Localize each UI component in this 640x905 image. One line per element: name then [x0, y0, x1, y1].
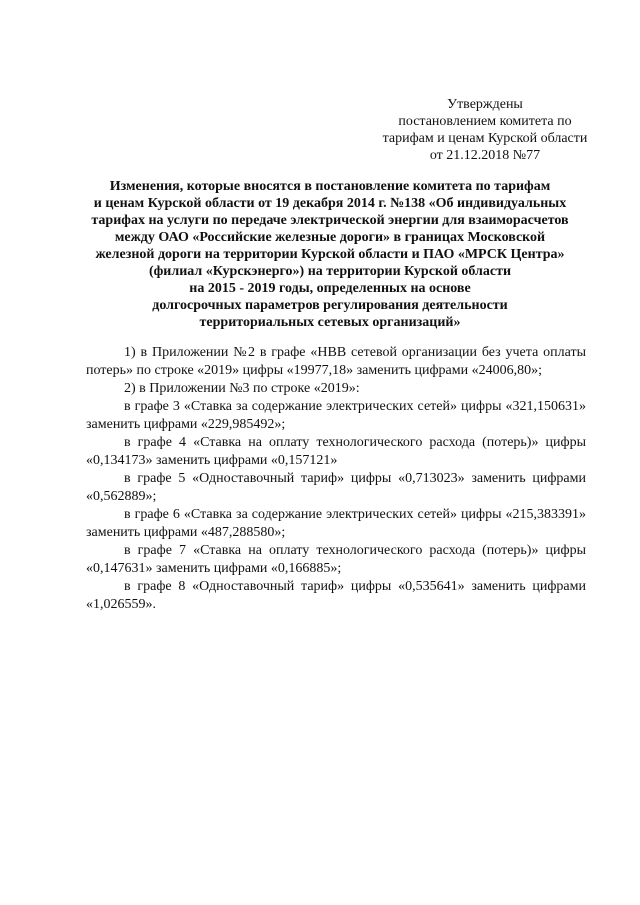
- title-line: тарифах на услуги по передаче электрической энергии для взаиморасчетов: [91, 213, 569, 228]
- title-line: и ценам Курской области от 19 декабря 2014 г. №138 «Об индивидуальных: [93, 196, 567, 211]
- paragraph-graph-3: в графе 3 «Ставка за содержание электрических сетей» цифры «321,150631» заменить цифрами «229,985492»;: [86, 399, 586, 432]
- paragraph-item-2: 2) в Приложении №3 по строке «2019»:: [124, 381, 360, 396]
- title-line: территориальных сетевых организаций»: [199, 315, 461, 330]
- paragraph-graph-6: в графе 6 «Ставка за содержание электрических сетей» цифры «215,383391» заменить цифрами «487,288580»;: [86, 507, 586, 540]
- paragraph-graph-7: в графе 7 «Ставка на оплату технологического расхода (потерь)» цифры «0,147631» заменить цифрами «0,166885»;: [86, 543, 586, 576]
- document-body: [86, 344, 586, 614]
- approval-date: от 21.12.2018 №77: [429, 148, 541, 163]
- title-line: долгосрочных параметров регулирования деятельности: [152, 298, 508, 313]
- paragraph-graph-8: в графе 8 «Одноставочный тариф» цифры «0,535641» заменить цифрами «1,026559».: [86, 579, 586, 612]
- approval-heading: Утверждены: [447, 97, 523, 112]
- document-title: [60, 178, 600, 331]
- approval-line: тарифам и ценам Курской области: [382, 131, 588, 146]
- title-line: железной дороги на территории Курской области и ПАО «МРСК Центра»: [95, 247, 565, 262]
- paragraph-graph-4: в графе 4 «Ставка на оплату технологического расхода (потерь)» цифры «0,134173» заменить цифрами «0,157121»: [86, 435, 586, 468]
- paragraph-graph-5: в графе 5 «Одноставочный тариф» цифры «0,713023» заменить цифрами «0,562889»;: [86, 471, 586, 504]
- title-line: между ОАО «Российские железные дороги» в границах Московской: [114, 230, 546, 245]
- title-line: Изменения, которые вносятся в постановление комитета по тарифам: [109, 179, 551, 194]
- approval-block: [345, 96, 625, 164]
- title-line: (филиал «Курскэнерго») на территории Курской области: [148, 264, 512, 279]
- paragraph-item-1: 1) в Приложении №2 в графе «НВВ сетевой организации без учета оплаты потерь» по строке «2019» цифры «19977,18» заменить цифрами «24006,80»;: [86, 345, 586, 378]
- approval-line: постановлением комитета по: [398, 114, 572, 129]
- title-line: на 2015 - 2019 годы, определенных на основе: [189, 281, 471, 296]
